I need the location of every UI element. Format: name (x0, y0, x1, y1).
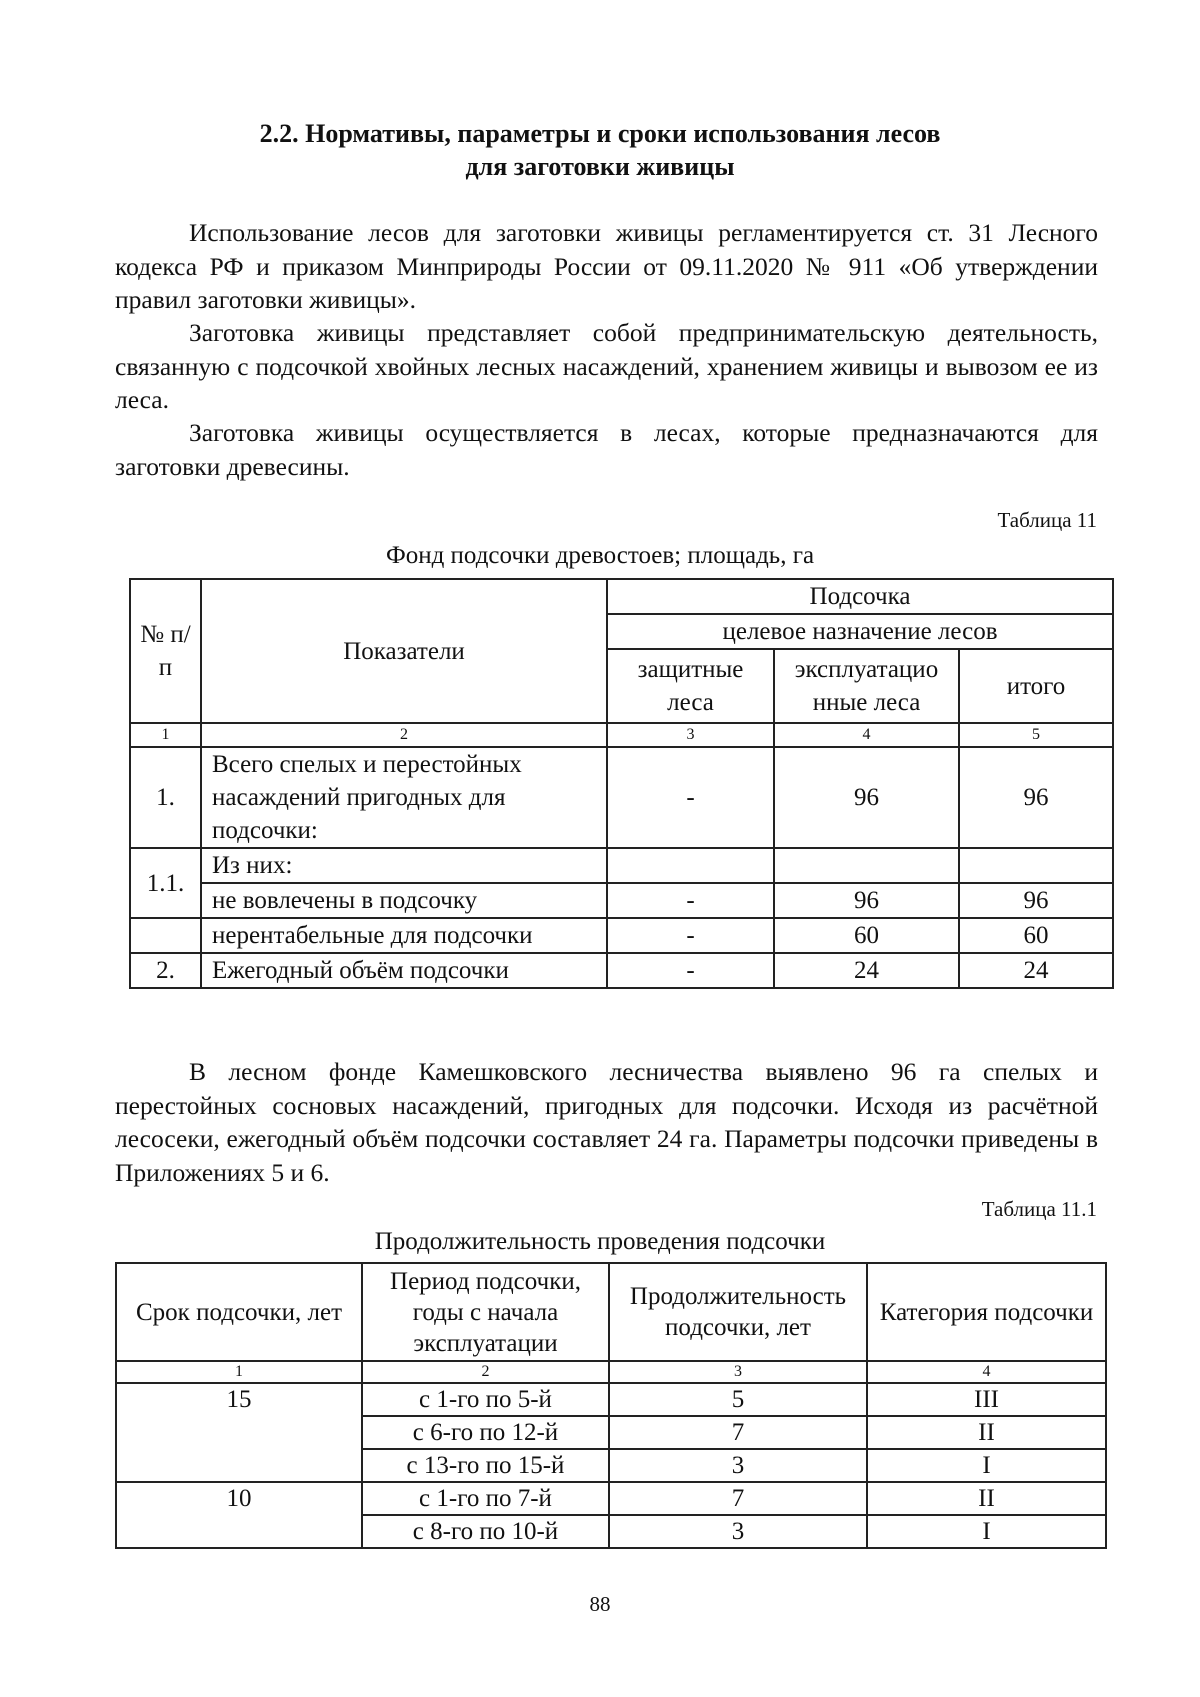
row-exploitation: 24 (774, 953, 959, 988)
header-total: итого (959, 649, 1113, 723)
table-row (130, 848, 1113, 883)
row-total: 96 (959, 747, 1113, 848)
row-protective: - (607, 918, 774, 953)
column-number: 2 (201, 723, 607, 747)
paragraph-2: Заготовка живицы представляет собой предпринимательскую деятельность, связанную с подсочкой хвойных лесных насаждений, хранением живицы и вывозом ее из леса. (115, 318, 1098, 414)
row-category: II (867, 1416, 1106, 1449)
row-protective: - (607, 953, 774, 988)
table-forest-fund (129, 578, 1114, 989)
row-total: 60 (959, 918, 1113, 953)
table-row (116, 1482, 1106, 1515)
row-total: 24 (959, 953, 1113, 988)
table2-caption: Таблица 11.1 (981, 1197, 1097, 1221)
header-duration: Продолжительность подсочки, лет (609, 1263, 867, 1361)
paragraph-after-table: В лесном фонде Камешковского лесничества выявлено 96 га спелых и перестойных сосновых насаждений, пригодных для подсочки. Исходя из расчётной лесосеки, ежегодный объём подсочки составляет 24 га. Параметры подсочки приведены в Приложениях 5 и 6. (115, 1057, 1098, 1187)
header-protective: защитные леса (607, 649, 774, 723)
row-total: 96 (959, 883, 1113, 918)
header-term: Срок подсочки, лет (116, 1263, 362, 1361)
row-category: II (867, 1482, 1106, 1515)
row-duration: 5 (609, 1383, 867, 1416)
row-duration: 7 (609, 1416, 867, 1449)
column-number: 1 (116, 1361, 362, 1383)
row-category: I (867, 1515, 1106, 1548)
column-number: 4 (774, 723, 959, 747)
row-name: нерентабельные для подсочки (201, 918, 607, 953)
paragraph-1: Использование лесов для заготовки живицы регламентируется ст. 31 Лесного кодекса РФ и приказом Минприроды России от 09.11.2020 № 911 «Об утверждении правил заготовки живицы». (115, 218, 1098, 314)
row-name: Из них: (201, 848, 607, 883)
section-title-line2: для заготовки живицы (465, 152, 735, 181)
table2-name: Продолжительность проведения подсочки (374, 1228, 826, 1255)
header-podsochka: Подсочка (607, 579, 1113, 614)
column-numbers-row (130, 723, 1113, 747)
table-row (116, 1383, 1106, 1416)
column-number: 3 (607, 723, 774, 747)
row-period: с 8-го по 10-й (362, 1515, 609, 1548)
row-duration: 3 (609, 1449, 867, 1482)
table1-caption: Таблица 11 (997, 508, 1097, 532)
row-term: 10 (116, 1482, 362, 1548)
row-name: Всего спелых и перестойных насаждений пригодных для подсочки: (201, 747, 607, 848)
row-category: III (867, 1383, 1106, 1416)
column-number: 2 (362, 1361, 609, 1383)
row-term: 15 (116, 1383, 362, 1482)
header-num: № п/п (130, 579, 201, 723)
row-num: 2. (130, 953, 201, 988)
row-duration: 3 (609, 1515, 867, 1548)
column-number: 4 (867, 1361, 1106, 1383)
column-number: 1 (130, 723, 201, 747)
header-period: Период подсочки, годы с начала эксплуатации (362, 1263, 609, 1361)
row-name: не вовлечены в подсочку (201, 883, 607, 918)
row-num: 1.1. (130, 848, 201, 918)
row-protective (607, 848, 774, 883)
table-row (130, 747, 1113, 848)
header-purpose: целевое назначение лесов (607, 614, 1113, 649)
row-protective: - (607, 883, 774, 918)
table1-name: Фонд подсочки древостоев; площадь, га (385, 542, 815, 569)
header-exploitation: эксплуатацио нные леса (774, 649, 959, 723)
table-row (130, 918, 1113, 953)
row-num (130, 918, 201, 953)
row-category: I (867, 1449, 1106, 1482)
page-number: 88 (589, 1592, 611, 1616)
header-category: Категория подсочки (867, 1263, 1106, 1361)
row-period: с 13-го по 15-й (362, 1449, 609, 1482)
row-name: Ежегодный объём подсочки (201, 953, 607, 988)
row-exploitation: 96 (774, 883, 959, 918)
paragraph-3: Заготовка живицы осуществляется в лесах, которые предназначаются для заготовки древесины. (115, 418, 1098, 481)
section-title-line1: 2.2. Нормативы, параметры и сроки использования лесов (259, 119, 941, 148)
section-title (100, 117, 1100, 183)
row-exploitation: 96 (774, 747, 959, 848)
row-period: с 6-го по 12-й (362, 1416, 609, 1449)
row-total (959, 848, 1113, 883)
row-exploitation: 60 (774, 918, 959, 953)
row-num: 1. (130, 747, 201, 848)
column-numbers-row (116, 1361, 1106, 1383)
column-number: 3 (609, 1361, 867, 1383)
header-indicators: Показатели (201, 579, 607, 723)
row-exploitation (774, 848, 959, 883)
row-period: с 1-го по 5-й (362, 1383, 609, 1416)
table-tapping-duration (115, 1262, 1107, 1549)
row-period: с 1-го по 7-й (362, 1482, 609, 1515)
row-duration: 7 (609, 1482, 867, 1515)
row-protective: - (607, 747, 774, 848)
table-row (130, 883, 1113, 918)
table-row (130, 953, 1113, 988)
column-number: 5 (959, 723, 1113, 747)
